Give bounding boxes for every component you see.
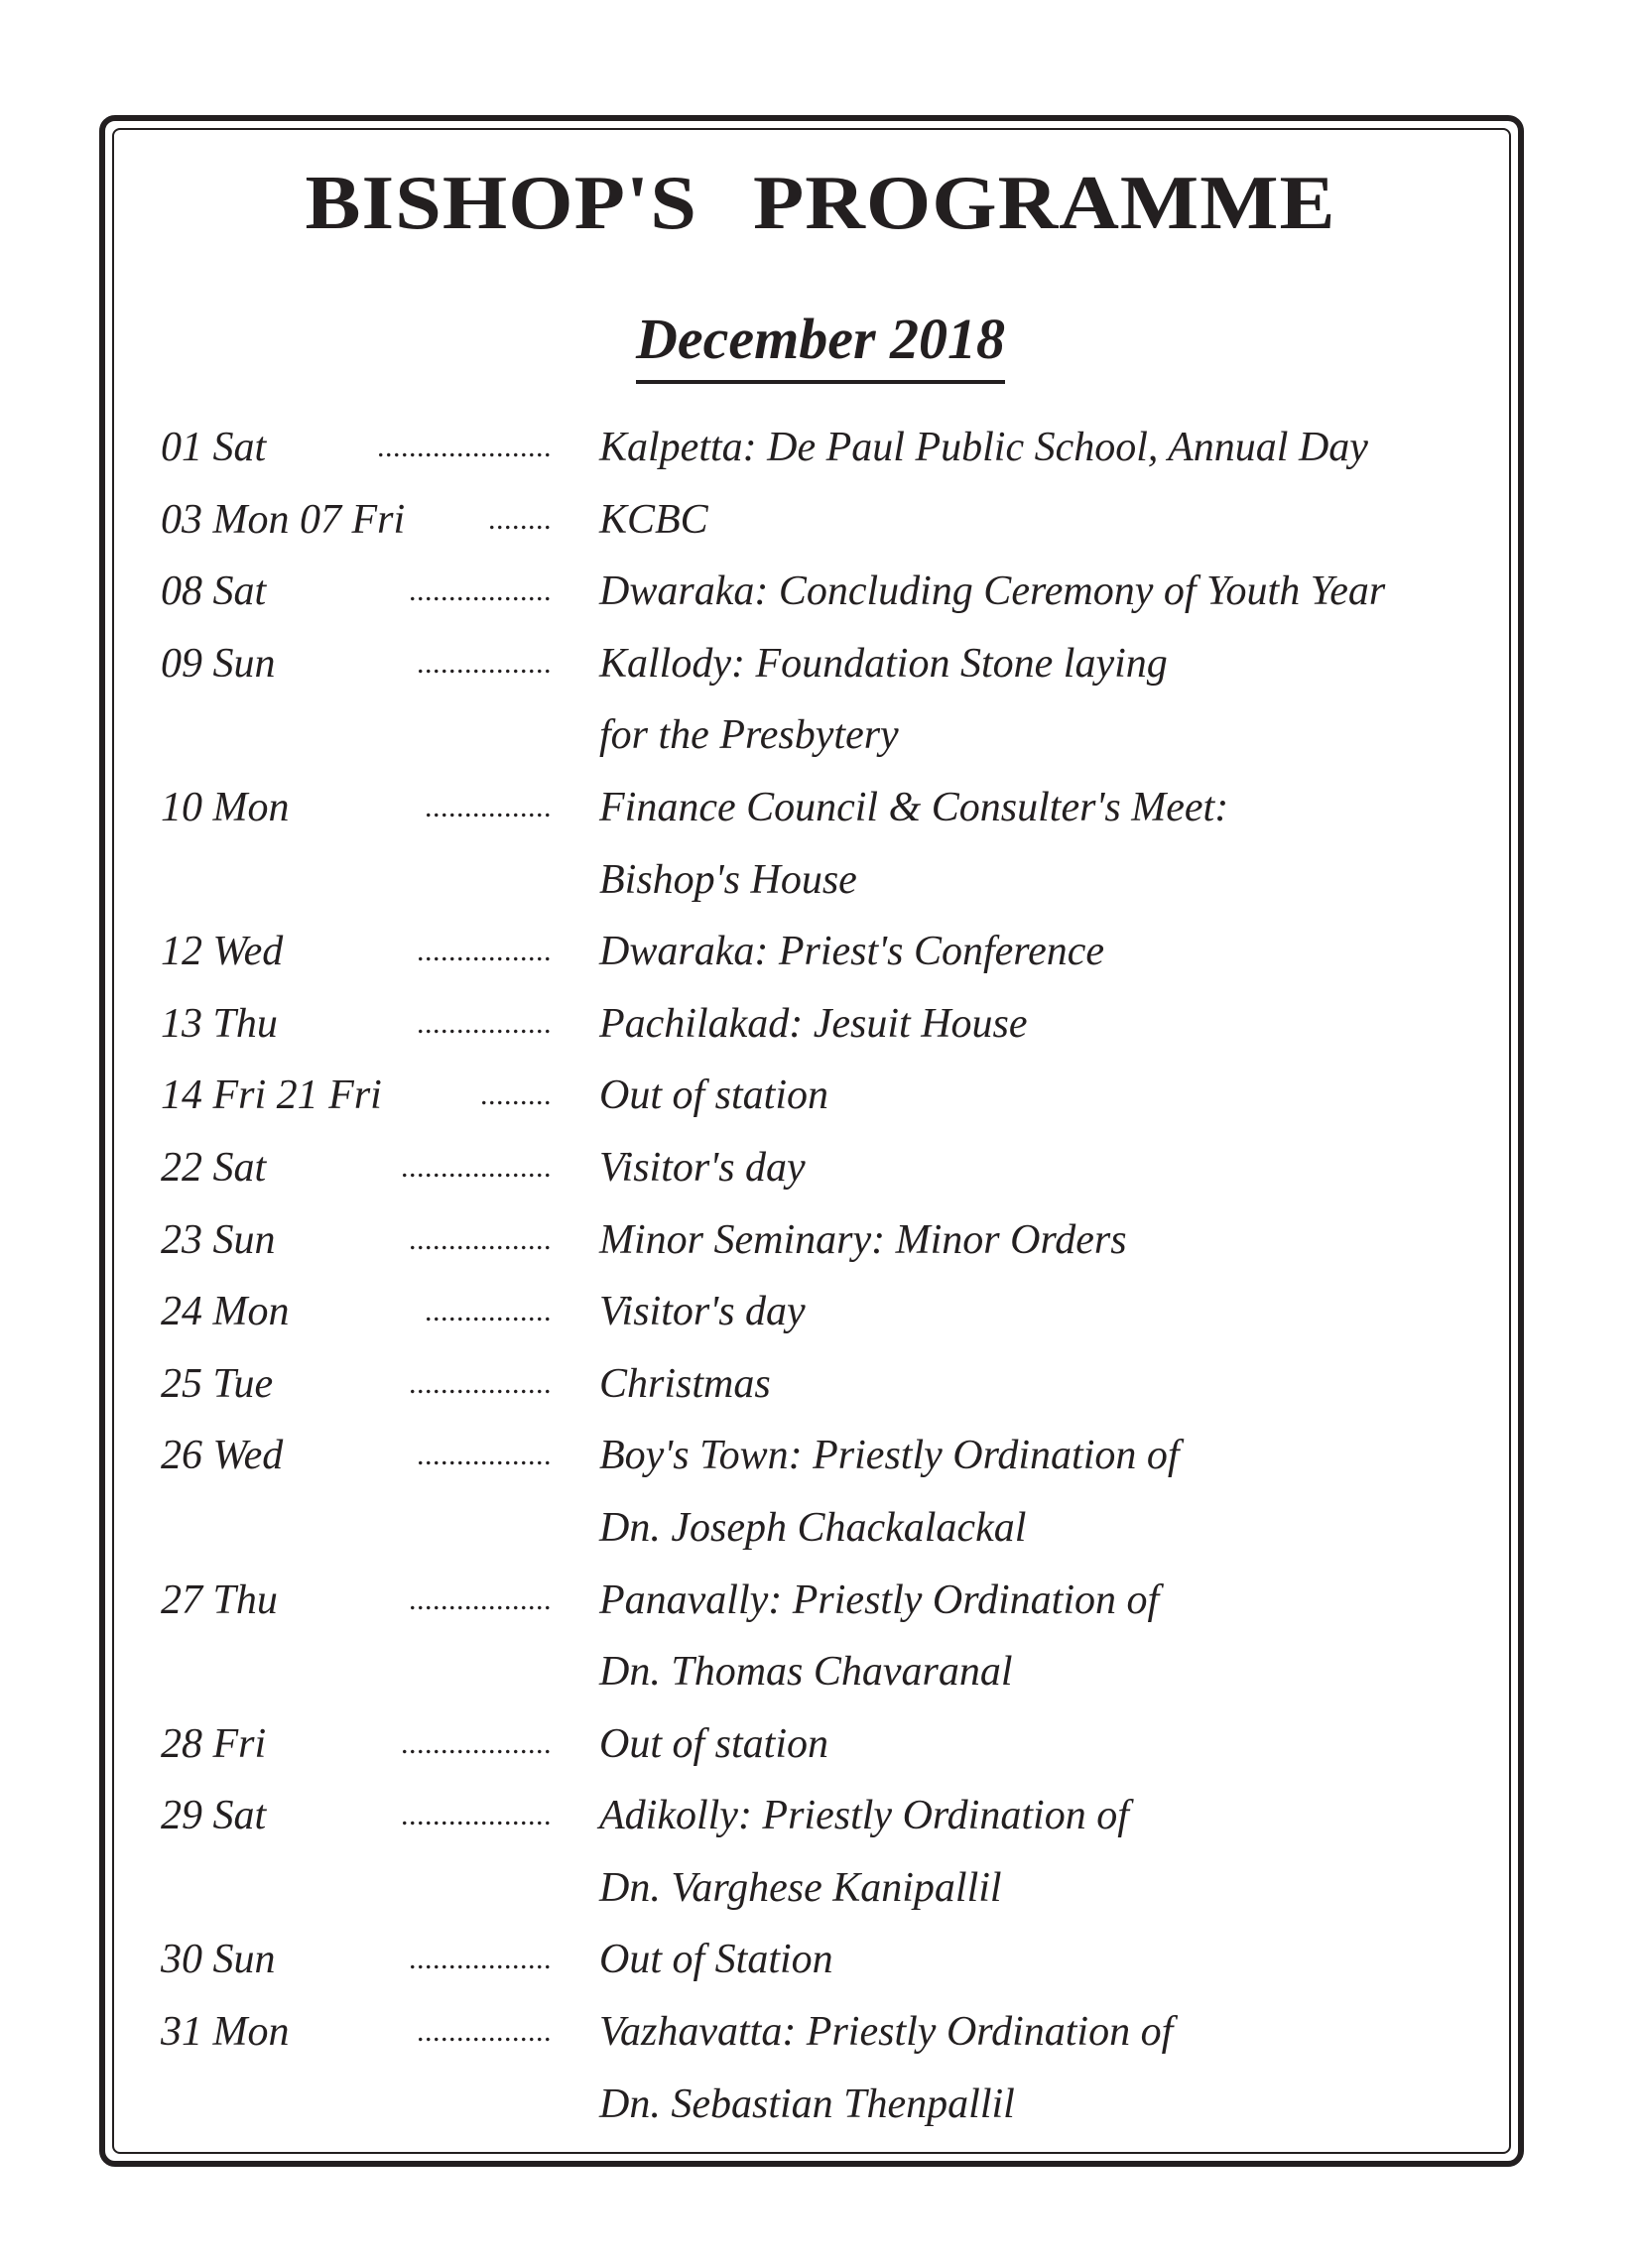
schedule-row <box>0 556 1641 628</box>
schedule-event: Dn. Varghese Kanipallil <box>599 1864 1002 1911</box>
schedule-date: 27 Thu <box>161 1576 278 1623</box>
schedule-date: 14 Fri 21 Fri <box>161 1072 382 1119</box>
schedule-row <box>0 412 1641 484</box>
schedule-event: Pachilakad: Jesuit House <box>599 1000 1028 1047</box>
schedule-row-continuation <box>0 1636 1641 1708</box>
schedule-event: Adikolly: Priestly Ordination of <box>599 1793 1129 1839</box>
schedule-row-continuation <box>0 844 1641 917</box>
schedule-event: Dn. Joseph Chackalackal <box>599 1504 1027 1551</box>
programme-list <box>0 412 1641 2140</box>
dot-leader: .................. <box>409 1222 552 1256</box>
dot-leader: ................... <box>401 1799 552 1832</box>
schedule-event: Panavally: Priestly Ordination of <box>599 1576 1160 1623</box>
dot-leader: .................. <box>409 1943 552 1976</box>
dot-leader: ................ <box>425 1295 552 1328</box>
schedule-date: 24 Mon <box>161 1289 290 1335</box>
page-title: BISHOP'S PROGRAMME <box>305 160 1336 246</box>
schedule-date: 01 Sat <box>161 425 267 470</box>
dot-leader: ................. <box>417 935 552 968</box>
schedule-row <box>0 1132 1641 1204</box>
schedule-row <box>0 484 1641 557</box>
schedule-row-continuation <box>0 1852 1641 1925</box>
schedule-date: 31 Mon <box>161 2009 290 2056</box>
schedule-event: Kalpetta: De Paul Public School, Annual Day <box>599 425 1368 470</box>
dot-leader: .................. <box>409 1366 552 1400</box>
schedule-row <box>0 1060 1641 1132</box>
schedule-row <box>0 1565 1641 1637</box>
schedule-event: Dwaraka: Concluding Ceremony of Youth Year <box>599 568 1386 615</box>
dot-leader: .................. <box>409 574 552 608</box>
dot-leader: ................. <box>417 1006 552 1040</box>
schedule-date: 12 Wed <box>161 929 284 975</box>
schedule-row-continuation <box>0 1492 1641 1565</box>
schedule-date: 23 Sun <box>161 1216 276 1263</box>
schedule-row <box>0 1420 1641 1492</box>
schedule-event: Dn. Sebastian Thenpallil <box>599 2080 1015 2127</box>
schedule-row <box>0 628 1641 700</box>
schedule-date: 30 Sun <box>161 1937 276 1983</box>
dot-leader: ................ <box>425 790 552 823</box>
schedule-row <box>0 1924 1641 1996</box>
schedule-row <box>0 772 1641 844</box>
schedule-event: for the Presbytery <box>599 712 899 759</box>
schedule-event: Out of station <box>599 1072 829 1119</box>
schedule-date: 08 Sat <box>161 568 267 615</box>
dot-leader: ................... <box>401 1150 552 1184</box>
schedule-row <box>0 1204 1641 1277</box>
schedule-row <box>0 988 1641 1061</box>
schedule-event: Minor Seminary: Minor Orders <box>599 1216 1127 1263</box>
schedule-event: Finance Council & Consulter's Meet: <box>599 784 1229 830</box>
month-heading-wrap <box>0 303 1641 384</box>
schedule-event: Boy's Town: Priestly Ordination of <box>599 1433 1180 1479</box>
schedule-event: Out of station <box>599 1720 829 1767</box>
schedule-event: Visitor's day <box>599 1289 806 1335</box>
schedule-date: 29 Sat <box>161 1793 267 1839</box>
schedule-row <box>0 916 1641 988</box>
dot-leader: ................. <box>417 646 552 680</box>
schedule-date: 25 Tue <box>161 1360 274 1407</box>
schedule-event: Christmas <box>599 1360 771 1407</box>
schedule-event: Kallody: Foundation Stone laying <box>599 640 1168 687</box>
schedule-date: 13 Thu <box>161 1000 278 1047</box>
schedule-event: Dwaraka: Priest's Conference <box>599 929 1105 975</box>
schedule-row-continuation <box>0 699 1641 772</box>
schedule-event: Out of Station <box>599 1937 833 1983</box>
dot-leader: ......... <box>480 1078 552 1112</box>
dot-leader: ................... <box>401 1726 552 1760</box>
dot-leader: ...................... <box>377 431 552 463</box>
schedule-event: Dn. Thomas Chavaranal <box>599 1649 1013 1696</box>
schedule-date: 26 Wed <box>161 1433 284 1479</box>
schedule-date: 09 Sun <box>161 640 276 687</box>
month-heading: December 2018 <box>636 303 1005 384</box>
dot-leader: .................. <box>409 1582 552 1616</box>
schedule-event: Visitor's day <box>599 1144 806 1191</box>
schedule-date: 28 Fri <box>161 1720 267 1767</box>
schedule-row-continuation <box>0 2069 1641 2141</box>
schedule-event: Bishop's House <box>599 856 857 903</box>
schedule-date: 10 Mon <box>161 784 290 830</box>
dot-leader: ................. <box>417 2015 552 2049</box>
dot-leader: ................. <box>417 1439 552 1472</box>
dot-leader: ........ <box>488 502 552 536</box>
schedule-row <box>0 1708 1641 1781</box>
schedule-row <box>0 1348 1641 1421</box>
schedule-row <box>0 1780 1641 1852</box>
schedule-event: Vazhavatta: Priestly Ordination of <box>599 2009 1174 2056</box>
schedule-event: KCBC <box>599 496 708 543</box>
schedule-row <box>0 1276 1641 1348</box>
schedule-row <box>0 1996 1641 2069</box>
schedule-date: 22 Sat <box>161 1144 267 1191</box>
schedule-date: 03 Mon 07 Fri <box>161 496 406 543</box>
